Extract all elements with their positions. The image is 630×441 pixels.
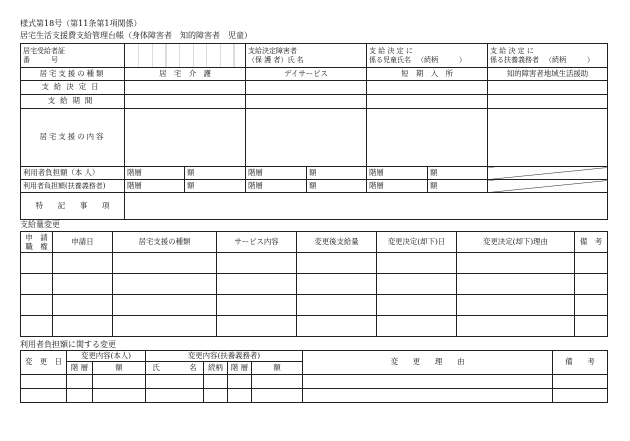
- table-row[interactable]: [21, 375, 608, 389]
- header-new-amount: 変更後支給量: [297, 232, 377, 253]
- amount-cell[interactable]: 額: [185, 167, 246, 180]
- col-group-living: 知的障害者地域生活援助: [488, 68, 608, 81]
- content-cell[interactable]: [488, 109, 608, 167]
- content-cell[interactable]: [246, 109, 367, 167]
- header-reason: 変 更 理 由: [303, 351, 553, 375]
- diagonal-cell: [488, 180, 608, 193]
- header-request-type: 申 請 職 権: [21, 232, 53, 253]
- content-cell[interactable]: [367, 109, 488, 167]
- header-decision-reason: 変更決定(却下)理由: [457, 232, 575, 253]
- ledger-table: [20, 43, 608, 220]
- header-service-type: 居宅支援の種類: [113, 232, 217, 253]
- header-remarks: 備 考: [553, 351, 608, 375]
- header-remarks: 備 考: [575, 232, 608, 253]
- header-name: 氏 名: [146, 362, 204, 375]
- header-content-guardian: 変更内容(扶養義務者): [146, 351, 303, 362]
- decision-date-cell[interactable]: [246, 81, 367, 95]
- header-decision-date: 変更決定(却下)日: [377, 232, 457, 253]
- content-label: 居宅支援の内容: [21, 109, 125, 167]
- tier-cell[interactable]: 階層: [367, 167, 428, 180]
- decision-date-cell[interactable]: [367, 81, 488, 95]
- amount-cell[interactable]: 額: [428, 180, 488, 193]
- period-cell[interactable]: [488, 95, 608, 109]
- guardian-name-field[interactable]: 支 給 決 定 に 係る扶養義務者 （続柄 ）: [488, 44, 608, 68]
- header-relation: 続柄: [204, 362, 228, 375]
- col-home-care: 居 宅 介 護: [125, 68, 246, 81]
- notes-field[interactable]: [125, 193, 608, 220]
- decision-date-cell[interactable]: [488, 81, 608, 95]
- child-name-field[interactable]: 支 給 決 定 に 係る児童氏名 （続柄 ）: [367, 44, 488, 68]
- tier-cell[interactable]: 階層: [125, 167, 185, 180]
- disabled-person-name-field[interactable]: 支給決定障害者 （保 護 者）氏 名: [246, 44, 367, 68]
- tier-cell[interactable]: 階層: [125, 180, 185, 193]
- header-apply-date: 申請日: [53, 232, 113, 253]
- header-amount: 額: [252, 362, 303, 375]
- table-row[interactable]: [21, 253, 608, 274]
- decision-date-cell[interactable]: [125, 81, 246, 95]
- amount-cell[interactable]: 額: [307, 180, 367, 193]
- tier-cell[interactable]: 階層: [246, 167, 307, 180]
- table-row[interactable]: [21, 389, 608, 403]
- user-burden-label: 利用者負担額（本 人）: [21, 167, 125, 180]
- table-row[interactable]: [21, 274, 608, 295]
- amount-cell[interactable]: 額: [307, 167, 367, 180]
- burden-section-title: 利用者負担額に関する変更: [20, 340, 116, 349]
- header-amount: 額: [93, 362, 146, 375]
- decision-date-label: 支給決定日: [21, 81, 125, 95]
- supply-change-table: [20, 231, 608, 337]
- header-change-date: 変 更 日: [21, 351, 67, 375]
- header-tier: 階 層: [228, 362, 252, 375]
- page-title: 居宅生活支援費支給管理台帳（身体障害者 知的障害者 児童）: [20, 31, 252, 40]
- col-day-service: デイサービス: [246, 68, 367, 81]
- amount-cell[interactable]: 額: [185, 180, 246, 193]
- table-row[interactable]: [21, 316, 608, 337]
- burden-change-table: [20, 350, 608, 403]
- form-number: 様式第18号（第11条第1項関係）: [20, 19, 142, 28]
- col-short-stay: 短 期 入 所: [367, 68, 488, 81]
- change-section-title: 支給量変更: [20, 220, 60, 229]
- header-service-content: サービス内容: [217, 232, 297, 253]
- service-type-label: 居宅支援の種類: [21, 68, 125, 81]
- amount-cell[interactable]: 額: [428, 167, 488, 180]
- recipient-no-label: 居宅受給者証 番 号: [21, 44, 125, 68]
- period-cell[interactable]: [125, 95, 246, 109]
- period-cell[interactable]: [367, 95, 488, 109]
- diagonal-cell: [488, 167, 608, 180]
- table-row[interactable]: [21, 295, 608, 316]
- guardian-burden-label: 利用者負担額(扶養義務者): [21, 180, 125, 193]
- period-cell[interactable]: [246, 95, 367, 109]
- recipient-no-field[interactable]: [125, 44, 246, 68]
- period-label: 支給期間: [21, 95, 125, 109]
- notes-label: 特 記 事 項: [21, 193, 125, 220]
- content-cell[interactable]: [125, 109, 246, 167]
- tier-cell[interactable]: 階層: [246, 180, 307, 193]
- header-content-self: 変更内容(本人): [67, 351, 146, 362]
- header-tier: 階 層: [67, 362, 93, 375]
- tier-cell[interactable]: 階層: [367, 180, 428, 193]
